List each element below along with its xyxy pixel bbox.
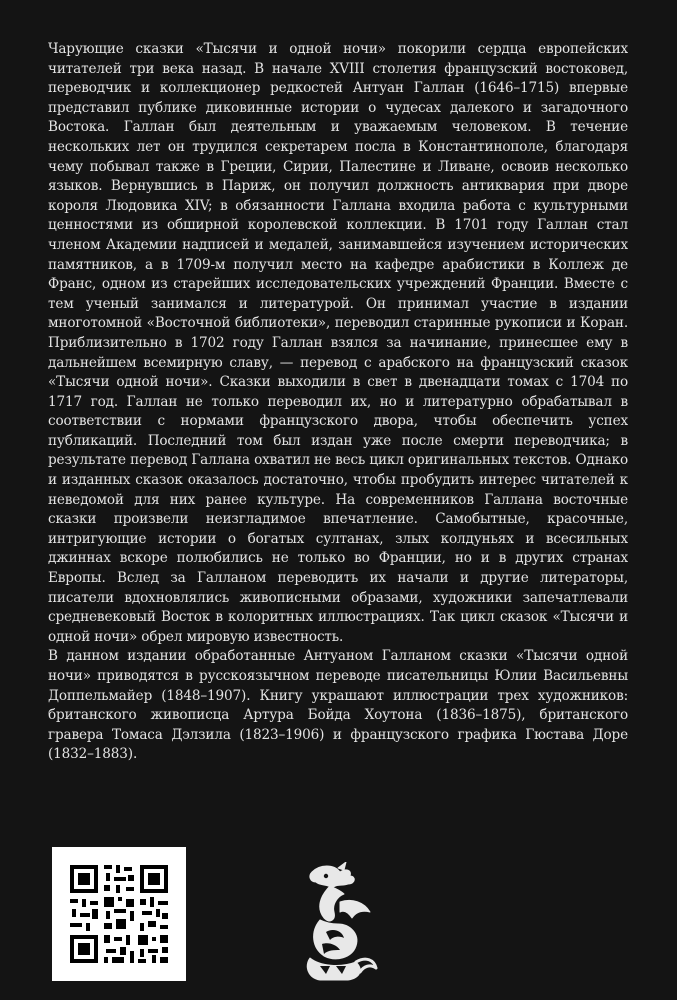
annotation-paragraph-1: Чарующие сказки «Тысячи и одной ночи» покорили сердца европейских читателей три века назад. В начале XVIII столетия французский востоковед, переводчик и коллекционер редкостей Антуан Галлан (1646–1715) впервые представил публике диковинные истории о чудесах далекого и загадочного Востока. Галлан был деятельным и уважаемым человеком. В течение нескольких лет он трудился секретарем посла в Константинополе, благодаря чему побывал также в Греции, Сирии, Палестине и Ливане, освоив несколько языков. Вернувшись в Париж, он получил должность антиквария при дворе короля Людовика XIV; в обязанности Галлана входила работа с культурными ценностями из обширной королевской коллекции. В 1701 году Галлан стал членом Академии надписей и медалей, занимавшейся изучением исторических памятников, а в 1709-м получил место на кафедре арабистики в Коллеж де Франс, одном из старейших исследовательских учреждений Франции. Вместе с тем ученый занимался и литературой. Он принимал участие в издании многотомной «Восточной библиотеки», переводил старинные рукописи и Коран. Приблизительно в 1702 году Галлан взялся за начинание, принесшее ему в дальнейшем всемирную славу, — перевод с арабского на французский сказок «Тысячи одной ночи». Сказки выходили в свет в двенадцати томах с 1704 по 1717 год. Галлан не только переводил их, но и литературно обрабатывал в соответствии с нормами французского двора, чтобы обеспечить успех публикаций. Последний том был издан уже после смерти переводчика; в результате перевод Галлана охватил не весь цикл оригинальных текстов. Однако и изданных сказок оказалось достаточно, чтобы пробудить интерес читателей к неведомой для них ранее культуре. На современников Галлана восточные сказки произвели неизгладимое впечатление. Самобытные, красочные, интригующие истории о богатых султанах, злых колдуньях и всесильных джиннах вскоре полюбились не только во Франции, но и в других странах Европы. Вслед за Галланом переводить их начали и другие литераторы, писатели вдохновлялись живописными образами, художники запечатлевали средневековый Восток в колоритных иллюстрациях. Так цикл сказок «Тысячи и одной ночи» обрел мировую известность. xyxy=(48,41,628,645)
annotation-text xyxy=(48,40,628,765)
annotation-paragraph-2: В данном издании обработанные Антуаном Галланом сказки «Тысячи одной ночи» приводятся в русскоязычном переводе писательницы Юлии Васильевны Доппельмайер (1848–1907). Книгу украшают иллюстрации трех художников: британского живописца Артура Бойда Хоутона (1836–1875), британского гравера Томаса Дэлзила (1823–1906) и французского графика Гюстава Доре (1832–1883). xyxy=(48,648,628,763)
dragon-emblem-icon xyxy=(290,862,380,982)
qr-code-icon[interactable] xyxy=(52,847,186,981)
